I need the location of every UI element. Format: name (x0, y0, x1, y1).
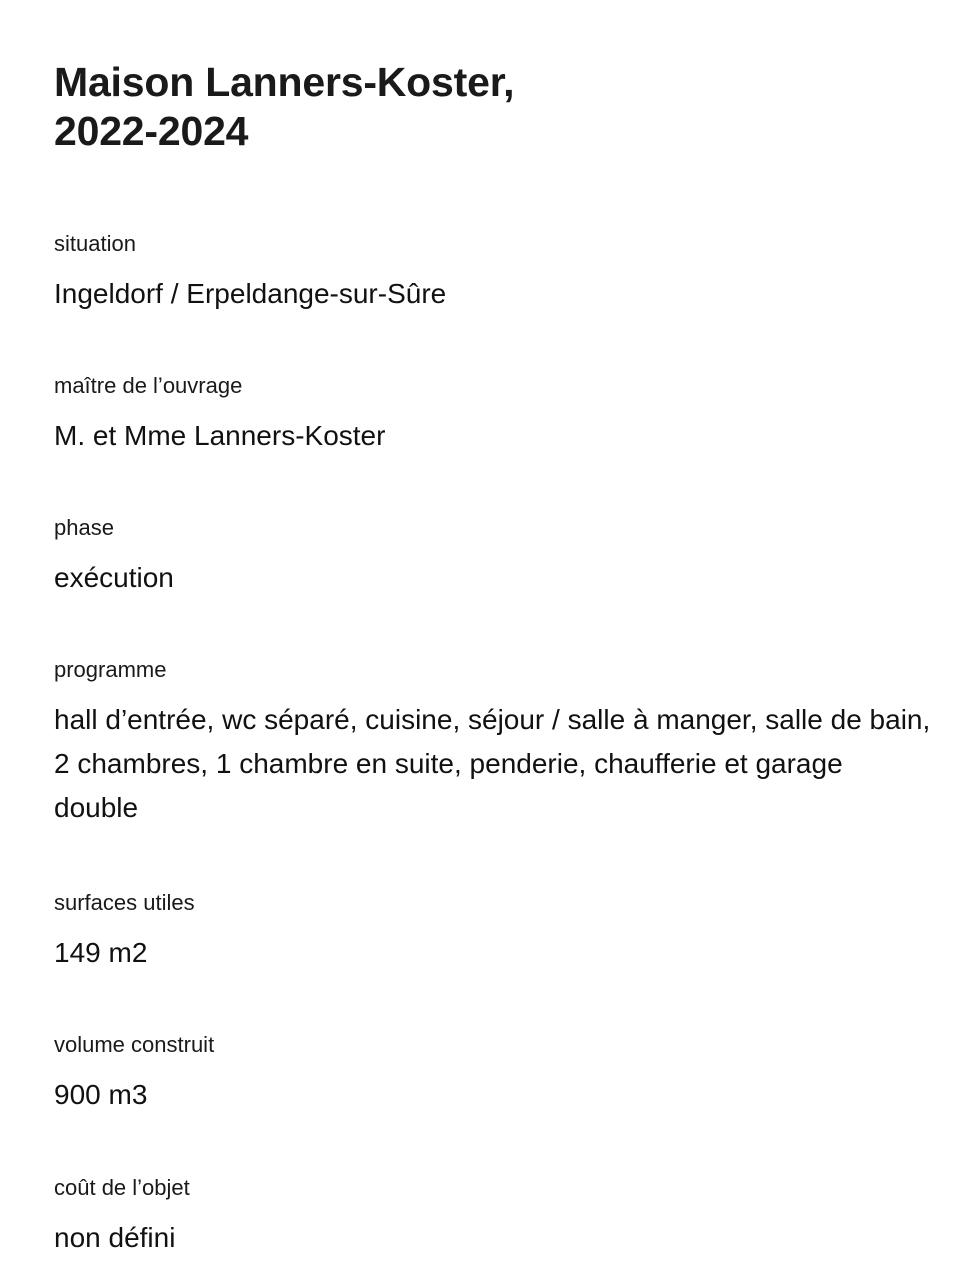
field-cout-objet (54, 1174, 934, 1260)
field-label: maître de l’ouvrage (54, 373, 243, 398)
page-title (54, 58, 514, 156)
title-line-2: 2022-2024 (54, 108, 249, 154)
field-value: Ingeldorf / Erpeldange-sur-Sûre (54, 278, 447, 309)
field-label: phase (54, 515, 114, 540)
field-label: situation (54, 231, 136, 256)
field-label: surfaces utiles (54, 890, 195, 915)
field-value: exécution (54, 562, 174, 593)
field-programme (54, 656, 934, 830)
field-label: programme (54, 657, 167, 682)
field-maitre-ouvrage (54, 372, 934, 458)
field-phase (54, 514, 934, 600)
field-surfaces-utiles (54, 889, 934, 975)
field-situation (54, 230, 934, 316)
field-label: volume construit (54, 1032, 215, 1057)
title-line-1: Maison Lanners-Koster, (54, 59, 515, 105)
field-label: coût de l’objet (54, 1175, 190, 1200)
field-value: hall d’entrée, wc séparé, cuisine, séjour / salle à manger, salle de bain, 2 chambres, 1 chambre en suite, penderie, chaufferie et garage double (54, 704, 931, 823)
field-value: 900 m3 (54, 1079, 148, 1110)
field-value: M. et Mme Lanners-Koster (54, 420, 386, 451)
field-volume-construit (54, 1031, 934, 1117)
field-value: 149 m2 (54, 937, 148, 968)
field-value: non défini (54, 1222, 176, 1253)
